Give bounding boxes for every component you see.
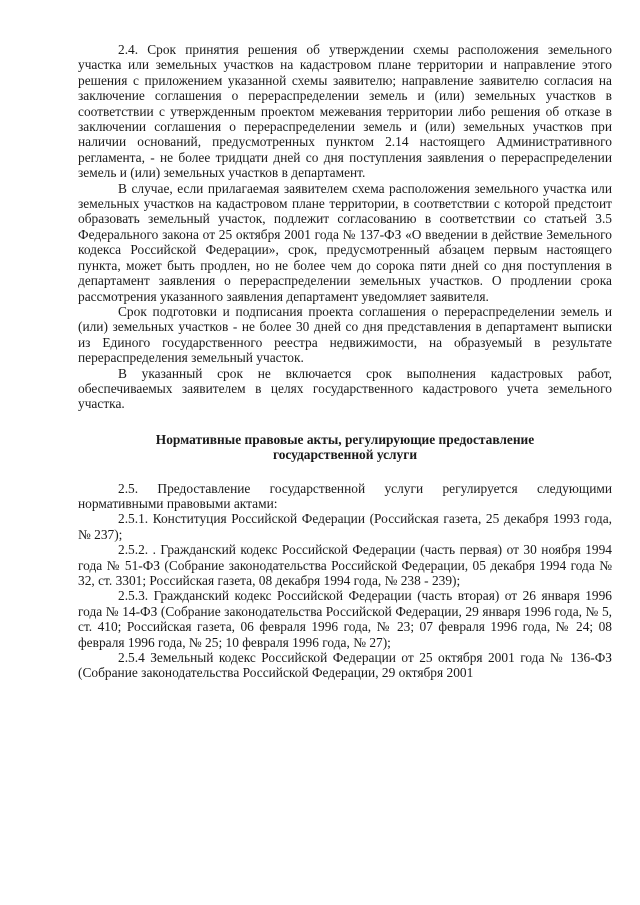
paragraph-2-5: 2.5. Предоставление государственной услуги регулируется следующими нормативными правовыми актами:: [78, 480, 612, 511]
paragraph-extension: В случае, если прилагаемая заявителем схема расположения земельного участка или земельных участков на кадастровом плане территории, в соответствии с которой предстоит образовать земельный участок, подлежит согласованию в соответствии со статьей 3.5 Федерального закона от 25 октября 2001 года № 137-ФЗ «О введении в действие Земельного кодекса Российской Федерации», срок, предусмотренный абзацем первым настоящего пункта, может быть продлен, но не более чем до сорока пяти дней со дня поступления в департамент заявления о перераспределении земельных участков. О продлении срока рассмотрения указанного заявления департамент уведомляет заявителя.: [78, 180, 612, 304]
paragraph-2-5-4: 2.5.4 Земельный кодекс Российской Федерации от 25 октября 2001 года № 136-ФЗ (Собрание законодательства Российской Федерации, 29 октября 2001: [78, 650, 612, 681]
section-heading-line-2: государственной услуги: [272, 447, 418, 463]
paragraph-2-5-2: 2.5.2. . Гражданский кодекс Российской Федерации (часть первая) от 30 ноября 1994 года № 51-ФЗ (Собрание законодательства Российской Федерации, 05 декабря 1994 года № 32, ст. 3301; Российская газета, 08 декабря 1994 года, № 238 - 239);: [78, 542, 612, 588]
section-heading: [78, 432, 612, 463]
paragraph-exclusion: В указанный срок не включается срок выполнения кадастровых работ, обеспечиваемых заявителем в целях государственного кадастрового учета земельного участка.: [78, 365, 612, 412]
paragraph-2-5-3: 2.5.3. Гражданский кодекс Российской Федерации (часть вторая) от 26 января 1996 года № 14-ФЗ (Собрание законодательства Российской Федерации, 29 января 1996 года, № 5, ст. 410; Российская газета, 06 февраля 1996 года, № 23; 07 февраля 1996 года, № 24; 08 февраля 1996 года, № 25; 10 февраля 1996 года, № 27);: [78, 588, 612, 650]
paragraph-agreement-term: Срок подготовки и подписания проекта соглашения о перераспределении земель и (или) земельных участков - не более 30 дней со дня представления в департамент выписки из Единого государственного реестра недвижимости, на образуемый в результате перераспределения земельный участок.: [78, 303, 612, 366]
paragraph-2-5-1: 2.5.1. Конституция Российской Федерации (Российская газета, 25 декабря 1993 года, № 237);: [78, 511, 612, 542]
paragraph-2-4: 2.4. Срок принятия решения об утверждении схемы расположения земельного участка или земельных участков на кадастровом плане территории и направление этого решения с приложением указанной схемы заявителю; направление заявителю согласия на заключение соглашения о перераспределении земель и (или) земельных участков в соответствии с утвержденным проектом межевания территории либо решения об отказе в заключении соглашения о перераспределении земель и (или) земельных участков при наличии оснований, предусмотренных пунктом 2.14 настоящего Административного регламента, - не более тридцати дней со дня поступления заявления о перераспределении земель и (или) земельных участков в департамент.: [78, 42, 612, 181]
section-heading-line-1: Нормативные правовые акты, регулирующие предоставление: [155, 431, 535, 447]
